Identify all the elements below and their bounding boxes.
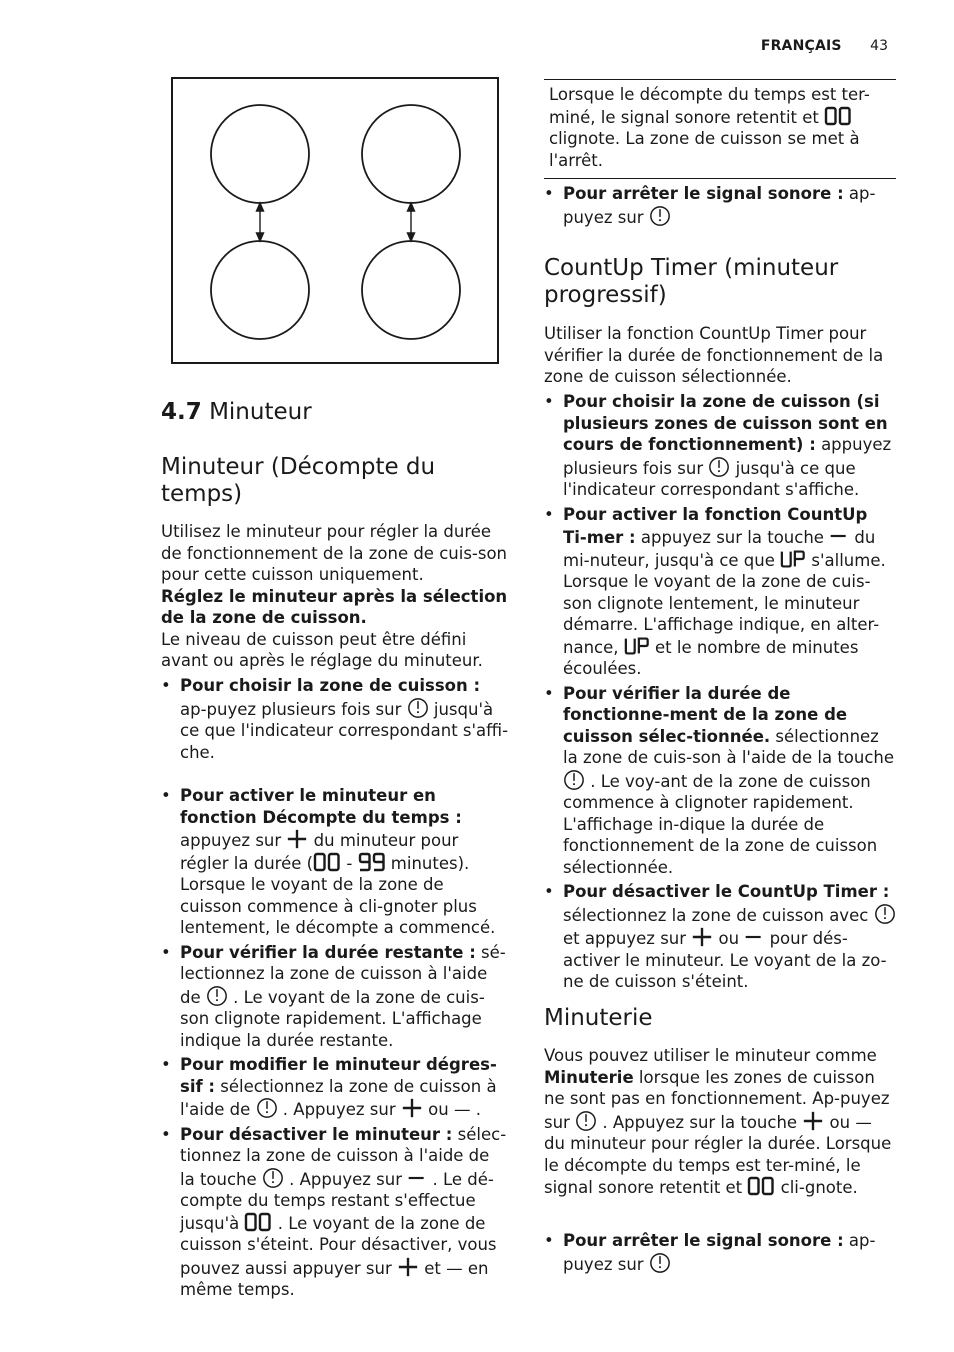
minus-icon bbox=[407, 1167, 427, 1189]
plus-icon bbox=[397, 1256, 419, 1278]
display-00-icon bbox=[244, 1212, 272, 1232]
display-up-icon bbox=[624, 636, 650, 656]
timer-icon bbox=[649, 205, 671, 227]
subsection-heading-minuterie: Minuterie bbox=[544, 1005, 653, 1031]
minus-icon bbox=[744, 926, 764, 948]
step-countup-check: • Pour vérifier la durée de fonctionne-ment de la zone de cuisson sélec-tionnée. sélectionnez la zone de cuis-son à l'aide de la touche . Le voy-ant de la zone de cuisson commence à clignoter rapidement. L'affichage in-dique la durée de fonctionnement de la zone de cuisson sélectionnée. bbox=[544, 683, 896, 879]
timer-icon bbox=[649, 1252, 671, 1274]
step-countup-activate: • Pour activer la fonction CountUp Ti-mer : appuyez sur la touche du mi-nuteur, jusqu'à ce que s'allume. Lorsque le voyant de la zone de cuis-son clignote lentement, le minuteur démarre. L'affichage indique, en alter-nance, et le nombre de minutes écoulées. bbox=[544, 504, 896, 680]
zone-bottom-right bbox=[362, 241, 460, 339]
subsection-heading-countdown: Minuteur (Décompte du temps) bbox=[161, 454, 436, 507]
timer-icon bbox=[256, 1097, 278, 1119]
stop-signal-list-2 bbox=[544, 1230, 896, 1275]
timer-icon bbox=[407, 697, 429, 719]
link-arrow-right bbox=[408, 203, 415, 241]
plus-icon bbox=[286, 828, 308, 850]
countdown-intro bbox=[161, 521, 509, 672]
countdown-steps bbox=[161, 675, 509, 1301]
step-activate-countdown: • Pour activer le minuteur en fonction Décompte du temps : appuyez sur du minuteur pour régler la durée ( - minutes). Lorsque le voyant de la zone de cuisson commence à cli-gnoter plus lentement, le décompte a commencé. bbox=[161, 785, 509, 939]
step-countup-deactivate: • Pour désactiver le CountUp Timer : sélectionnez la zone de cuisson avec et appuyez sur ou pour dés-activer le minuteur. Le voyant de la zo-ne de cuisson s'éteint. bbox=[544, 881, 896, 993]
intro-text: Utilisez le minuteur pour régler la durée de fonctionnement de la zone de cuis-son pour cette cuisson uniquement. bbox=[161, 522, 508, 584]
plus-icon bbox=[802, 1110, 824, 1132]
page-number: 43 bbox=[870, 38, 888, 54]
timer-icon bbox=[874, 903, 896, 925]
step-deactivate-countdown: • Pour désactiver le minuteur : sélec-tionnez la zone de cuisson à l'aide de la touche . Appuyez sur . Le dé-compte du temps restant s'effectue jusqu'à . Le voyant de la zone de cuisson s'éteint. Pour désactiver, vous pouvez aussi appuyer sur et — en même temps. bbox=[161, 1124, 509, 1301]
plus-icon bbox=[691, 926, 713, 948]
plus-icon bbox=[401, 1097, 423, 1119]
display-up-icon bbox=[780, 549, 806, 569]
display-00-icon bbox=[313, 852, 341, 872]
step-check-remaining: • Pour vérifier la durée restante : sé-lectionnez la zone de cuisson à l'aide de . Le voyant de la zone de cuis-son clignote rapidement. L'affichage indique la durée restante. bbox=[161, 942, 509, 1052]
intro-bold-text: Réglez le minuteur après la sélection de la zone de cuisson. bbox=[161, 586, 508, 627]
step-countup-select-zone: • Pour choisir la zone de cuisson (si plusieurs zones de cuisson sont en cours de fonctionnement) : appuyez plusieurs fois sur jusqu'à ce que l'indicateur correspondant s'affiche. bbox=[544, 391, 896, 501]
display-99-icon bbox=[358, 852, 386, 872]
zone-top-left bbox=[211, 105, 309, 203]
display-00-icon bbox=[747, 1176, 775, 1196]
intro-text-2: Le niveau de cuisson peut être défini avant ou après le réglage du minuteur. bbox=[161, 629, 483, 670]
step-select-zone: • Pour choisir la zone de cuisson : ap-puyez plusieurs fois sur jusqu'à ce que l'indicateur correspondant s'affi-che. bbox=[161, 675, 509, 763]
step-stop-signal: • Pour arrêter le signal sonore : ap-puyez sur bbox=[544, 183, 896, 228]
link-arrow-left bbox=[257, 203, 264, 241]
section-heading bbox=[161, 399, 511, 426]
section-title: Minuteur bbox=[209, 399, 312, 425]
end-of-countdown-note: Lorsque le décompte du temps est ter-miné, le signal sonore retentit et clignote. La zone de cuisson se met à l'arrêt. bbox=[544, 79, 896, 179]
cooking-zones-diagram bbox=[171, 77, 499, 364]
timer-icon bbox=[563, 769, 585, 791]
minus-icon bbox=[829, 525, 849, 547]
timer-icon bbox=[262, 1167, 284, 1189]
stop-signal-list-1 bbox=[544, 183, 896, 228]
section-number: 4.7 bbox=[161, 399, 202, 425]
countup-intro: Utiliser la fonction CountUp Timer pour vérifier la durée de fonctionnement de la zone de cuisson sélectionnée. bbox=[544, 324, 884, 386]
step-stop-signal-2: • Pour arrêter le signal sonore : ap-puyez sur bbox=[544, 1230, 896, 1275]
timer-icon bbox=[206, 985, 228, 1007]
step-modify-countdown: • Pour modifier le minuteur dégres-sif : sélectionnez la zone de cuisson à l'aide de . Appuyez sur ou — . bbox=[161, 1054, 509, 1121]
countup-steps bbox=[544, 391, 896, 993]
zone-bottom-left bbox=[211, 241, 309, 339]
subsection-heading-countup: CountUp Timer (minuteur progressif) bbox=[544, 255, 839, 308]
timer-icon bbox=[575, 1110, 597, 1132]
display-00-icon bbox=[824, 106, 852, 126]
section-label: FRANÇAIS bbox=[760, 38, 842, 54]
zone-top-right bbox=[362, 105, 460, 203]
timer-icon bbox=[708, 456, 730, 478]
page-header bbox=[761, 38, 888, 54]
minuterie-text: Vous pouvez utiliser le minuteur comme Minuterie lorsque les zones de cuisson ne sont pas en fonctionnement. Ap-puyez sur . Appuyez sur la touche ou — du minuteur pour régler la durée. Lorsque le décompte du temps est ter-miné, le signal sonore retentit et cli-gnote. bbox=[544, 1046, 892, 1197]
